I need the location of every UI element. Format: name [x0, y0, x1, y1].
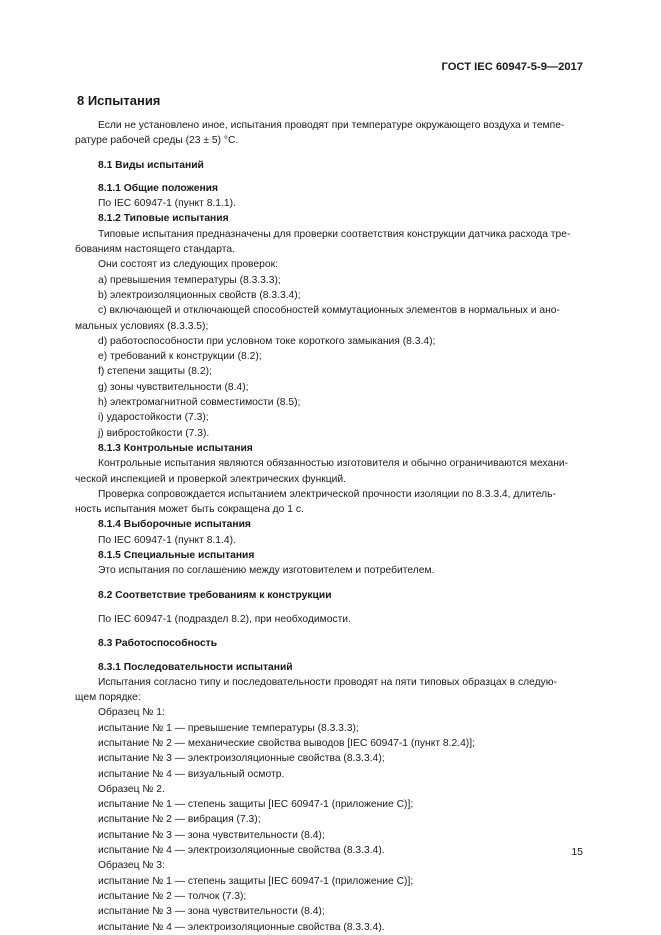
section-8-1-title: 8.1 Виды испытаний [98, 159, 204, 171]
list-item: i) ударостойкости (7.3); [98, 412, 209, 424]
sample-test-item: испытание № 2 — толчок (7.3); [98, 890, 247, 902]
list-item: е) требований к конструкции (8.2); [98, 351, 262, 363]
section-8-1-3-title: 8.1.3 Контрольные испытания [98, 442, 253, 454]
sample-test-item: испытание № 1 — степень защиты [IEC 60947-1 (приложение С)]; [98, 799, 414, 811]
standard-designation: ГОСТ IEC 60947-5-9—2017 [441, 61, 583, 73]
section-8-1-3-text-line2: ческой инспекцией и проверкой электрических функций. [75, 473, 347, 485]
section-8-1-2-list-intro: Они состоят из следующих проверок: [98, 259, 278, 271]
section-8-1-5-title: 8.1.5 Специальные испытания [98, 550, 255, 562]
sample-test-item: испытание № 4 — электроизоляционные свойства (8.3.3.4). [98, 921, 385, 933]
sample-test-item: испытание № 1 — превышение температуры (8.3.3.3); [98, 722, 359, 734]
sample-test-item: испытание № 3 — зона чувствительности (8.4); [98, 906, 325, 918]
list-item: j) вибростойкости (7.3). [98, 427, 210, 439]
list-item: с) включающей и отключающей способностей коммутационных элементов в нормальных и ано- [98, 305, 560, 317]
section-8-intro-line2: ратуре рабочей среды (23 ± 5) °C. [75, 135, 239, 147]
sample-test-item: испытание № 3 — зона чувствительности (8.4); [98, 829, 325, 841]
list-item: b) электроизоляционных свойств (8.3.3.4); [98, 289, 301, 301]
section-8-1-3-text-line1: Контрольные испытания являются обязанностью изготовителя и обычно ограничиваются механи- [98, 458, 569, 470]
section-8-3-1-text-line1: Испытания согласно типу и последовательности проводят на пяти типовых образцах в следую- [98, 676, 557, 688]
sample-test-item: испытание № 4 — электроизоляционные свойства (8.3.3.4). [98, 845, 385, 857]
section-8-1-5-text: Это испытания по соглашению между изготовителем и потребителем. [98, 565, 435, 577]
sample-label: Образец № 1: [98, 707, 165, 719]
list-item: f) степени защиты (8.2); [98, 366, 212, 378]
sample-label: Образец № 2. [98, 783, 165, 795]
section-8-title: 8 Испытания [77, 93, 161, 108]
section-8-1-4-title: 8.1.4 Выборочные испытания [98, 519, 251, 531]
sample-test-item: испытание № 4 — визуальный осмотр. [98, 768, 285, 780]
sample-label: Образец № 3: [98, 860, 165, 872]
section-8-1-2-text-line1: Типовые испытания предназначены для проверки соответствия конструкции датчика расхода тре- [98, 228, 571, 240]
page-number: 15 [571, 846, 583, 858]
section-8-3-1-title: 8.3.1 Последовательности испытаний [98, 661, 293, 673]
section-8-3-title: 8.3 Работоспособность [98, 638, 218, 650]
list-item: а) превышения температуры (8.3.3.3); [98, 274, 281, 286]
section-8-1-1-text: По IEC 60947-1 (пункт 8.1.1). [98, 198, 236, 210]
list-item-continuation: мальных условиях (8.3.3.5); [75, 320, 209, 332]
section-8-1-3-text-line3: Проверка сопровождается испытанием электрической прочности изоляции по 8.3.3.4, длитель- [98, 488, 556, 500]
list-item: d) работоспособности при условном токе короткого замыкания (8.3.4); [98, 335, 436, 347]
sample-test-item: испытание № 3 — электроизоляционные свойства (8.3.3.4); [98, 753, 385, 765]
section-8-2-text: По IEC 60947-1 (подраздел 8.2), при необходимости. [98, 613, 351, 625]
section-8-intro-line1: Если не установлено иное, испытания проводят при температуре окружающего воздуха и темпе- [98, 120, 565, 131]
sample-test-item: испытание № 2 — вибрация (7.3); [98, 814, 261, 826]
list-item: h) электромагнитной совместимости (8.5); [98, 397, 301, 409]
section-8-1-1-title: 8.1.1 Общие положения [98, 182, 218, 194]
page-content [75, 92, 583, 935]
section-8-1-2-text-line2: бованиям настоящего стандарта. [75, 244, 235, 256]
section-8-1-2-title: 8.1.2 Типовые испытания [98, 213, 229, 225]
section-8-1-3-text-line4: ность испытания может быть сокращена до 1 с. [75, 504, 304, 516]
list-item: g) зоны чувствительности (8.4); [98, 381, 249, 393]
sample-test-item: испытание № 2 — механические свойства выводов [IEC 60947-1 (пункт 8.2.4)]; [98, 737, 475, 749]
section-8-1-4-text: По IEC 60947-1 (пункт 8.1.4). [98, 534, 236, 546]
section-8-3-1-text-line2: щем порядке: [75, 692, 141, 704]
section-8-2-title: 8.2 Соответствие требованиям к конструкции [98, 589, 332, 601]
sample-test-item: испытание № 1 — степень защиты [IEC 60947-1 (приложение С)]; [98, 875, 414, 887]
